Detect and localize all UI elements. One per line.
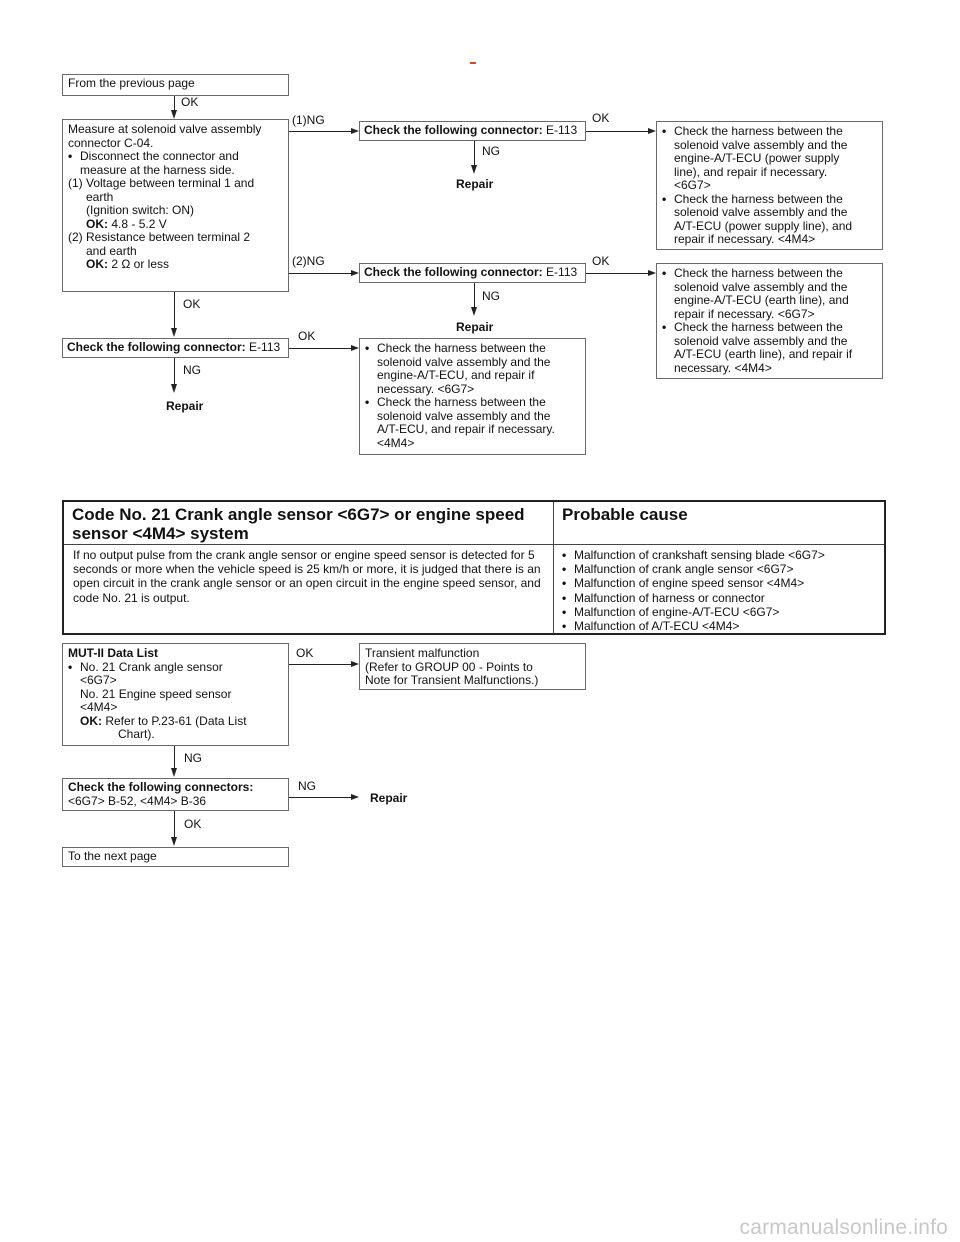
bullet-icon: • bbox=[562, 548, 567, 562]
mut-data-list-box bbox=[62, 643, 289, 746]
bullet-icon: • bbox=[365, 395, 370, 409]
arrow-right-icon bbox=[351, 661, 359, 667]
bullet-icon: • bbox=[68, 149, 73, 163]
text-line: Refer to P.23-61 (Data List bbox=[105, 713, 247, 728]
prev-page-box bbox=[62, 74, 289, 96]
text-line: repair if necessary. <4M4> bbox=[674, 232, 816, 246]
text-line: Note for Transient Malfunctions.) bbox=[365, 673, 539, 687]
ok-label: OK bbox=[184, 817, 202, 831]
arrow-right-icon bbox=[648, 270, 656, 276]
text-line: Transient malfunction bbox=[365, 646, 480, 660]
measure-ok-line bbox=[68, 218, 283, 232]
connector-line bbox=[474, 283, 475, 307]
cause-item bbox=[562, 619, 882, 633]
bullet-icon: • bbox=[662, 124, 667, 138]
repair-label: Repair bbox=[370, 791, 408, 805]
ng-label: NG bbox=[184, 751, 202, 765]
cause-text: Malfunction of A/T-ECU <4M4> bbox=[574, 619, 740, 634]
ok-label: OK bbox=[298, 329, 316, 343]
text-line: <4M4> bbox=[80, 700, 118, 714]
text-line: A/T-ECU (earth line), and repair if bbox=[674, 347, 853, 361]
connector-line bbox=[289, 797, 351, 798]
code-description: If no output pulse from the crank angle sensor or engine speed sensor is detected for 5 seconds or more when the vehicle speed is 25 km/h or more, it is judged that there is an open circuit in the crank angle sensor or an open circuit in the engine speed sensor, and code No. 21 is output. bbox=[73, 548, 541, 605]
text-line: solenoid valve assembly and the bbox=[377, 408, 551, 423]
text-line: necessary. <6G7> bbox=[377, 381, 475, 396]
bullet-icon: • bbox=[562, 590, 567, 605]
code-title: Code No. 21 Crank angle sensor <6G7> or engine speed sensor <4M4> system bbox=[72, 505, 525, 543]
next-page-box bbox=[62, 847, 289, 867]
arrow-down-icon bbox=[171, 837, 177, 846]
ng1-label: (1)NG bbox=[292, 113, 325, 127]
ok-label: OK bbox=[183, 297, 201, 311]
arrow-down-icon bbox=[171, 328, 177, 337]
text-line: No. 21 Crank angle sensor bbox=[80, 659, 223, 674]
text-line: solenoid valve assembly and the bbox=[674, 205, 848, 219]
check-connector-box-3 bbox=[62, 338, 289, 358]
measure-line: (1) Voltage between terminal 1 and bbox=[68, 176, 255, 190]
repair-label: Repair bbox=[456, 320, 494, 334]
ok-label: OK bbox=[181, 95, 199, 109]
arrow-down-icon bbox=[171, 384, 177, 393]
ok-label: OK bbox=[296, 646, 314, 660]
ok-value: 4.8 - 5.2 V bbox=[111, 216, 167, 231]
text-line: <4M4> bbox=[377, 435, 415, 450]
connector-line bbox=[174, 811, 175, 837]
arrow-right-icon bbox=[351, 128, 359, 134]
power-line-box bbox=[656, 121, 883, 250]
connector-line bbox=[474, 141, 475, 165]
probable-cause-list bbox=[562, 548, 882, 633]
connector-line bbox=[289, 664, 351, 665]
text-line: Check the harness between the bbox=[674, 266, 843, 280]
ng-label: NG bbox=[298, 779, 316, 793]
connector-code: E-113 bbox=[546, 123, 578, 137]
bullet-icon: • bbox=[562, 604, 567, 619]
connector-line bbox=[174, 358, 175, 384]
connectors-title: Check the following connectors: bbox=[68, 780, 254, 794]
text-line: Check the harness between the bbox=[377, 395, 546, 409]
measure-line: connector C-04. bbox=[68, 135, 154, 150]
cause-text: Malfunction of engine-A/T-ECU <6G7> bbox=[574, 604, 780, 619]
arrow-right-icon bbox=[351, 270, 359, 276]
connector-line bbox=[174, 96, 175, 110]
repair-label: Repair bbox=[166, 399, 204, 413]
ok-keyword: OK: bbox=[86, 216, 108, 231]
measure-box bbox=[62, 119, 289, 292]
ng-label: NG bbox=[183, 363, 201, 377]
text-line: solenoid valve assembly and the bbox=[674, 137, 848, 152]
text-line: line), and repair if necessary. bbox=[674, 164, 828, 179]
probable-cause-heading: Probable cause bbox=[562, 505, 688, 524]
arrow-right-icon bbox=[351, 345, 359, 351]
check-connector-label: Check the following connector: bbox=[364, 265, 543, 279]
repair-label: Repair bbox=[456, 177, 494, 191]
earth-bullet-2 bbox=[662, 321, 877, 375]
text-line: Chart). bbox=[118, 727, 155, 741]
cause-item bbox=[562, 576, 882, 590]
measure-line: Measure at solenoid valve assembly bbox=[68, 122, 262, 136]
harness-box bbox=[359, 338, 586, 455]
cause-text: Malfunction of crank angle sensor <6G7> bbox=[574, 562, 794, 577]
text-line: Check the harness between the bbox=[377, 341, 546, 355]
connector-line bbox=[174, 746, 175, 768]
connector-line bbox=[289, 273, 351, 274]
cause-item bbox=[562, 548, 882, 562]
check-connector-label: Check the following connector: bbox=[67, 340, 246, 354]
mut-bullet bbox=[68, 661, 283, 742]
ok-keyword: OK: bbox=[80, 713, 102, 728]
connector-code: E-113 bbox=[249, 340, 281, 354]
arrow-down-icon bbox=[471, 307, 477, 316]
text-line: A/T-ECU (power supply line), and bbox=[674, 218, 853, 233]
next-page-text: To the next page bbox=[68, 849, 157, 863]
measure-line: earth bbox=[86, 189, 114, 204]
connector-line bbox=[289, 131, 351, 132]
code-table-divider bbox=[553, 502, 554, 633]
check-connector-label: Check the following connector: bbox=[364, 123, 543, 137]
transient-box bbox=[359, 643, 586, 690]
text-line: engine-A/T-ECU (earth line), and bbox=[674, 293, 849, 307]
text-line: Check the harness between the bbox=[674, 320, 843, 334]
harness-bullet-2 bbox=[365, 396, 580, 450]
cause-text: Malfunction of engine speed sensor <4M4> bbox=[574, 576, 805, 591]
measure-line: (Ignition switch: ON) bbox=[86, 203, 195, 217]
connector-line bbox=[586, 273, 648, 274]
measure-ok-line bbox=[68, 258, 283, 272]
text-line: Check the harness between the bbox=[674, 124, 843, 138]
top-mark bbox=[470, 62, 476, 64]
connectors-value: <6G7> B-52, <4M4> B-36 bbox=[68, 793, 207, 808]
text-line: <6G7> bbox=[80, 673, 117, 687]
mut-title: MUT-II Data List bbox=[68, 646, 159, 660]
text-line: Check the harness between the bbox=[674, 191, 843, 206]
arrow-right-icon bbox=[351, 794, 359, 800]
cause-item bbox=[562, 591, 882, 605]
arrow-down-icon bbox=[171, 768, 177, 777]
text-line: solenoid valve assembly and the bbox=[377, 354, 551, 369]
bullet-icon: • bbox=[662, 266, 667, 280]
text-line: (Refer to GROUP 00 - Points to bbox=[365, 659, 533, 674]
arrow-down-icon bbox=[171, 110, 177, 119]
text-line: solenoid valve assembly and the bbox=[674, 333, 848, 348]
cause-text: Malfunction of crankshaft sensing blade <6G7> bbox=[574, 548, 825, 562]
measure-line: and earth bbox=[86, 243, 137, 258]
power-bullet-2 bbox=[662, 193, 877, 247]
arrow-down-icon bbox=[471, 165, 477, 174]
bullet-icon: • bbox=[562, 562, 567, 577]
cause-item bbox=[562, 605, 882, 619]
earth-bullet-1 bbox=[662, 267, 877, 321]
ng-label: NG bbox=[482, 144, 500, 158]
arrow-right-icon bbox=[648, 128, 656, 134]
bullet-icon: • bbox=[662, 320, 667, 334]
connectors-box bbox=[62, 778, 289, 811]
text-line: necessary. <4M4> bbox=[674, 360, 772, 375]
measure-line: (2) Resistance between terminal 2 bbox=[68, 230, 251, 244]
bullet-icon: • bbox=[562, 576, 567, 591]
text-line: repair if necessary. <6G7> bbox=[674, 306, 815, 321]
text-line: <6G7> bbox=[674, 178, 711, 192]
text-line: engine-A/T-ECU (power supply bbox=[674, 151, 840, 165]
measure-bullet bbox=[68, 150, 283, 177]
bullet-icon: • bbox=[365, 341, 370, 355]
code-table bbox=[62, 500, 886, 635]
text-line: solenoid valve assembly and the bbox=[674, 279, 848, 294]
connector-line bbox=[586, 131, 648, 132]
cause-text: Malfunction of harness or connector bbox=[574, 590, 765, 605]
check-connector-box-1 bbox=[359, 121, 586, 141]
measure-line: Disconnect the connector and bbox=[80, 149, 239, 163]
connector-line bbox=[174, 292, 175, 328]
check-connector-box-2 bbox=[359, 263, 586, 283]
connector-line bbox=[289, 348, 351, 349]
bullet-icon: • bbox=[662, 191, 667, 206]
ng2-label: (2)NG bbox=[292, 254, 325, 268]
prev-page-text: From the previous page bbox=[68, 76, 195, 90]
text-line: A/T-ECU, and repair if necessary. bbox=[377, 422, 555, 436]
power-bullet-1 bbox=[662, 125, 877, 193]
ok-value: 2 Ω or less bbox=[111, 257, 169, 271]
earth-line-box bbox=[656, 263, 883, 379]
ok-keyword: OK: bbox=[86, 257, 108, 271]
text-line: engine-A/T-ECU, and repair if bbox=[377, 368, 535, 382]
watermark: carmanualsonline.info bbox=[739, 1216, 948, 1239]
ok-label: OK bbox=[592, 111, 610, 125]
cause-item bbox=[562, 562, 882, 576]
connector-code: E-113 bbox=[546, 265, 578, 279]
ok-label: OK bbox=[592, 254, 610, 268]
measure-line: measure at the harness side. bbox=[80, 162, 235, 177]
bullet-icon: • bbox=[68, 659, 73, 674]
harness-bullet-1 bbox=[365, 342, 580, 396]
text-line: No. 21 Engine speed sensor bbox=[80, 686, 232, 701]
ng-label: NG bbox=[482, 289, 500, 303]
bullet-icon: • bbox=[562, 619, 567, 634]
